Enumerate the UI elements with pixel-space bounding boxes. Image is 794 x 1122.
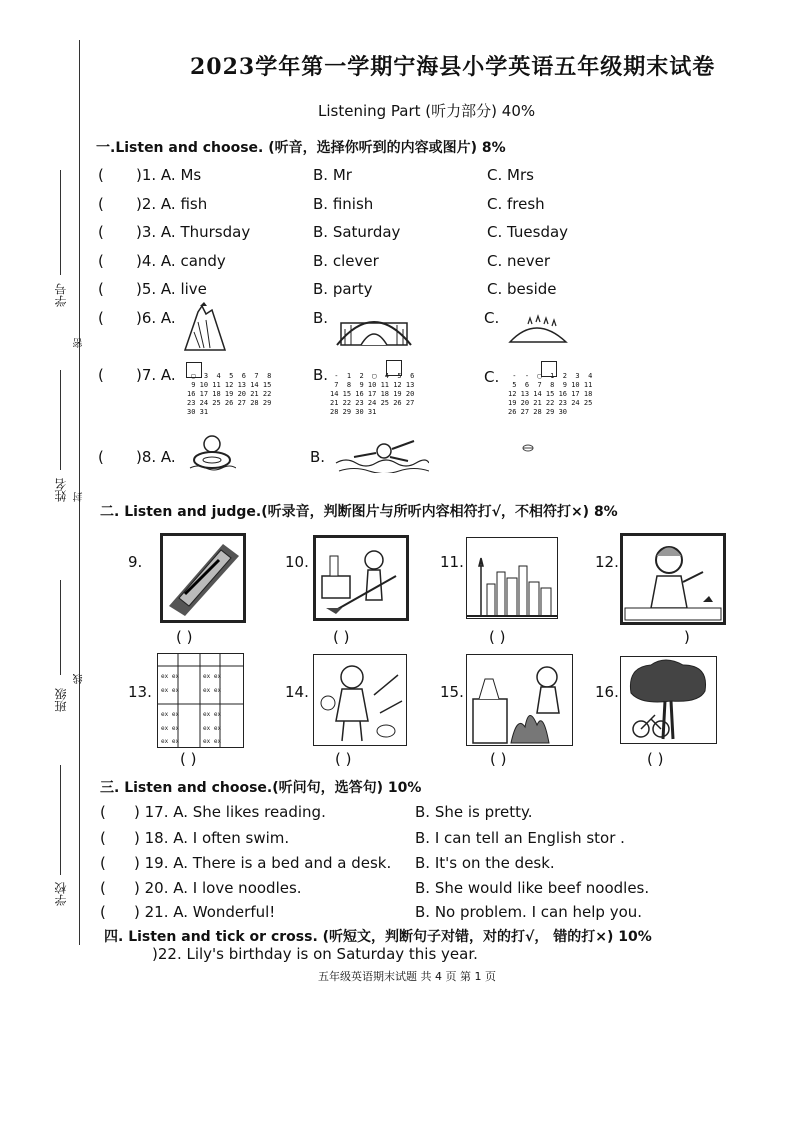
seal-char-3: 线 [74,674,85,684]
answer-paren[interactable]: ( [98,166,104,184]
q6 [98,309,176,327]
answer-paren[interactable]: ( [100,854,106,872]
section2-heading: 二. Listen and judge.(听录音，判断图片与所听内容相符打√，不相符打×) 8% [100,504,618,520]
blank-13[interactable]: ( ) [180,750,197,768]
svg-text:ex ex: ex ex [161,673,180,680]
q20 [100,879,302,897]
q19-b: B. It's on the desk. [415,854,555,872]
calendar-c: - - ▢ 1 2 3 4 5 6 7 8 9 10 11 12 13 14 15 16 17 18 19 20 21 22 23 24 25 26 27 28 29 30 [508,372,593,416]
svg-text:ex ex: ex ex [161,738,180,745]
q2 [98,195,208,213]
q8 [98,448,176,466]
hill-trees-image [508,310,568,344]
q2-a: )2. A. fish [136,195,208,213]
teacher-picture [620,533,726,625]
num-12: 12. [595,553,619,571]
svg-text:ex ex: ex ex [161,725,180,732]
q1 [98,166,202,184]
answer-paren[interactable]: ( [98,252,104,270]
answer-paren[interactable]: ( [98,309,104,327]
q20-b: B. She would like beef noodles. [415,879,650,897]
calendar-c-highlight [541,361,557,377]
answer-paren[interactable]: ( [98,195,104,213]
q4-c: C. never [487,252,551,270]
num-13: 13. [128,683,152,701]
q22: )22. Lily's birthday is on Saturday this year. [152,945,478,963]
answer-paren[interactable]: ( [98,280,104,298]
svg-text:ex ex: ex ex [161,687,180,694]
calendar-a: ▢ 3 4 5 6 7 8 9 10 11 12 13 14 15 16 17 18 19 20 21 22 23 24 25 26 27 28 29 30 31 [187,372,272,416]
svg-text:ex ex: ex ex [203,738,222,745]
q18 [100,829,290,847]
q5-a: )5. A. live [136,280,207,298]
answer-paren[interactable]: ( [98,223,104,241]
q20-a: ) 20. A. I love noodles. [134,879,302,897]
svg-text:ex ex: ex ex [203,687,222,694]
timetable-picture [157,653,244,748]
seal-char-1: 密 [74,338,85,348]
sweeping-girl-picture [313,535,409,621]
q6-c: C. [484,309,500,327]
q21 [100,903,276,921]
blank-12-close: ) [684,628,690,646]
q17-a: ) 17. A. She likes reading. [134,803,326,821]
q3-a: )3. A. Thursday [136,223,251,241]
name-label: 姓名 [54,478,68,502]
page-title: 2023学年第一学期宁海县小学英语五年级期末试卷 [190,54,716,80]
answer-paren[interactable]: ( [100,879,106,897]
q6-a: )6. A. [136,309,176,327]
q5-c: C. beside [487,280,557,298]
section3-heading: 三. Listen and choose.(听问句，选答句) 10% [100,780,422,796]
q4-b: B. clever [313,252,379,270]
calendar-b: - 1 2 ▢ 4 5 6 7 8 9 10 11 12 13 14 15 16 17 18 19 20 21 22 23 24 25 26 27 28 29 30 31 [330,372,415,416]
class-underline [60,580,61,675]
q18-b: B. I can tell an English stor . [415,829,625,847]
bridge-image [335,305,413,347]
q17 [100,803,326,821]
svg-text:ex ex: ex ex [161,711,180,718]
q2-c: C. fresh [487,195,545,213]
q7-c: C. [484,368,500,386]
q18-a: ) 18. A. I often swim. [134,829,290,847]
q7-b: B. [313,366,329,384]
q1-b: B. Mr [313,166,352,184]
hotdog-picture [160,533,246,623]
class-label: 班级 [54,688,68,712]
name-underline [60,370,61,470]
q21-a: ) 21. A. Wonderful! [134,903,276,921]
q19-a: ) 19. A. There is a bed and a desk. [134,854,392,872]
answer-paren[interactable]: ( [100,803,106,821]
seal-char-2: 封 [74,492,85,502]
city-skyline-picture [466,537,558,619]
q8-b: B. [310,448,326,466]
blank-14[interactable]: ( ) [335,750,352,768]
svg-text:ex ex: ex ex [203,711,222,718]
blank-9[interactable]: ( ) [176,628,193,646]
section1-heading: 一.Listen and choose. (听音，选择你听到的内容或图片) 8% [96,140,506,156]
q3 [98,223,251,241]
answer-paren[interactable]: ( [98,366,104,384]
q4-a: )4. A. candy [136,252,226,270]
q17-b: B. She is pretty. [415,803,533,821]
blank-11[interactable]: ( ) [489,628,506,646]
num-15: 15. [440,683,464,701]
q2-b: B. finish [313,195,374,213]
q6-b: B. [313,309,329,327]
calendar-b-highlight [386,360,402,376]
q21-b: B. No problem. I can help you. [415,903,643,921]
swimmer-image [334,433,429,473]
num-9: 9. [128,553,143,571]
answer-paren[interactable]: ( [98,448,104,466]
school-underline [60,765,61,875]
calendar-a-highlight [186,362,202,378]
num-16: 16. [595,683,619,701]
q5-b: B. party [313,280,373,298]
q4 [98,252,226,270]
q19 [100,854,392,872]
answer-paren[interactable]: ( [100,903,106,921]
svg-text:ex ex: ex ex [203,725,222,732]
swim-ring-child-image [188,432,236,472]
q7 [98,366,176,384]
num-11: 11. [440,553,464,571]
blank-16[interactable]: ( ) [647,750,664,768]
cooking-fire-picture [466,654,573,746]
num-10: 10. [285,553,309,571]
blank-15[interactable]: ( ) [490,750,507,768]
small-mark-icon [521,443,535,453]
q5 [98,280,207,298]
page-subtitle: Listening Part (听力部分) 40% [318,102,536,120]
q3-b: B. Saturday [313,223,401,241]
section4-heading: 四. Listen and tick or cross. (听短文，判断句子对错，对的打√， 错的打×) 10% [104,929,652,945]
q8-a: )8. A. [136,448,176,466]
q1-c: C. Mrs [487,166,534,184]
student-id-underline [60,170,61,275]
q3-c: C. Tuesday [487,223,569,241]
girl-rabbit-picture [313,654,407,746]
answer-paren[interactable]: ( [100,829,106,847]
num-14: 14. [285,683,309,701]
blank-10[interactable]: ( ) [333,628,350,646]
student-id-label: 学号 [54,283,68,307]
mountain-pagoda-image [180,302,230,352]
tree-bicycle-picture [620,656,717,744]
page-footer: 五年级英语期末试题 共 4 页 第 1 页 [318,970,496,983]
school-label: 学校 [54,882,68,906]
svg-text:ex ex: ex ex [203,673,222,680]
q7-a: )7. A. [136,366,176,384]
q1-a: )1. A. Ms [136,166,202,184]
